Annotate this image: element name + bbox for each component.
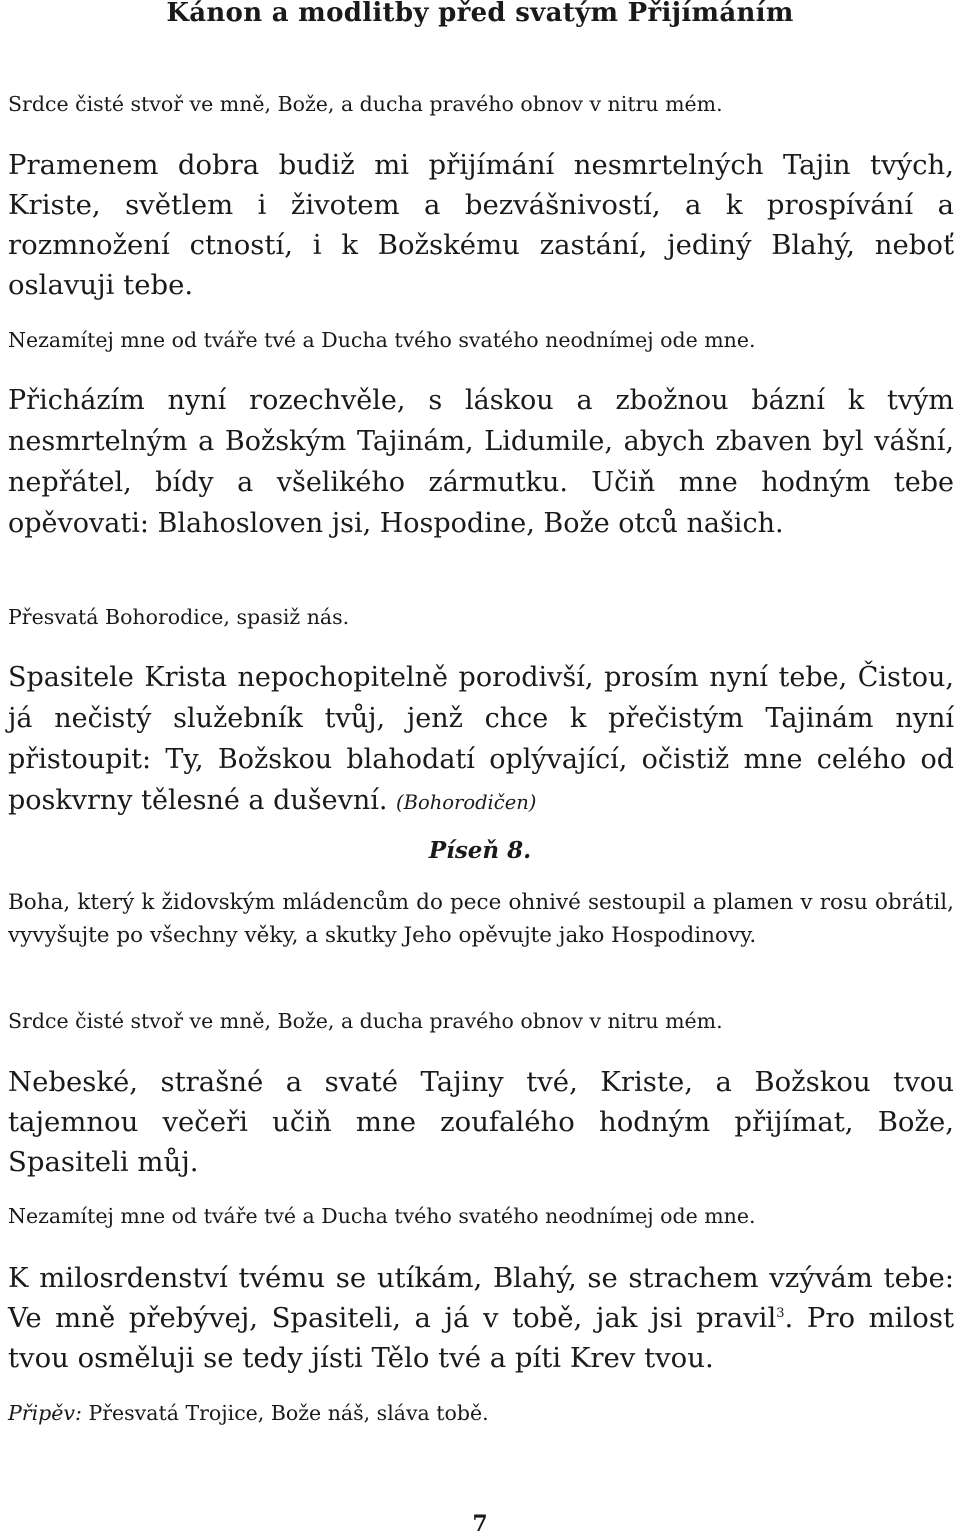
troparion-text: Spasitele Krista nepochopitelně porodivší, prosím nyní tebe, Čistou, já nečistý služebník tvůj, jenž chce k přečistým Tajinám nyní přistoupit: Ty, Božskou blahodatí oplývající, očistiž mne celého od poskvrny tělesné a duševní.: [8, 662, 954, 816]
troparion-paragraph: Nebeské, strašné a svaté Tajiny tvé, Kriste, a Božskou tvou tajemnou večeři učiň mne zoufalého hodným přijímat, Bože, Spasiteli můj.: [8, 1066, 954, 1178]
troparion-paragraph: [8, 1258, 954, 1378]
troparion-text-tail: . Pro milost tvou osměluji se tedy jísti Tělo tvé a píti Krev tvou.: [8, 1302, 954, 1374]
refrain-line: Srdce čisté stvoř ve mně, Bože, a ducha pravého obnov v nitru mém.: [8, 92, 723, 116]
refrain-line: Srdce čisté stvoř ve mně, Bože, a ducha pravého obnov v nitru mém.: [8, 1009, 723, 1033]
page-title: Kánon a modlitby před svatým Přijímáním: [166, 0, 794, 28]
pripev-label: Připěv:: [8, 1401, 82, 1425]
troparion-paragraph: Přicházím nyní rozechvěle, s láskou a zbožnou bázní k tvým nesmrtelným a Božským Tajinám, Lidumile, abych zbaven byl vášní, nepřátel, bídy a všelikého zármutku. Učiň mne hodným tebe opěvovati: Blahosloven jsi, Hospodine, Bože otců našich.: [8, 385, 954, 539]
pripev-text: Přesvatá Trojice, Bože náš, sláva tobě.: [88, 1401, 489, 1425]
irmos-paragraph: Boha, který k židovským mládencům do pece ohnivé sestoupil a plamen v rosu obrátil, vyvyšujte po všechny věky, a skutky Jeho opěvujte jako Hospodinovy.: [8, 890, 954, 948]
refrain-line: Nezamítej mne od tváře tvé a Ducha tvého svatého neodnímej ode mne.: [8, 1204, 756, 1228]
refrain-line: Přesvatá Bohorodice, spasiž nás.: [8, 605, 350, 629]
footnote-marker: 3: [776, 1305, 785, 1321]
troparion-paragraph: Pramenem dobra budiž mi přijímání nesmrtelných Tajin tvých, Kriste, světlem i životem a bezvášnivostí, a k prospívání a rozmnožení ctností, i k Božskému zastání, jediný Blahý, neboť oslavuji tebe.: [8, 149, 954, 301]
pripev-line: [8, 1397, 954, 1429]
page-number: 7: [472, 1511, 488, 1537]
refrain-line: Nezamítej mne od tváře tvé a Ducha tvého svatého neodnímej ode mne.: [8, 328, 756, 352]
song-heading: Píseň 8.: [428, 837, 532, 864]
troparion-paragraph: [8, 657, 954, 823]
troparion-text: K milosrdenství tvému se utíkám, Blahý, se strachem vzývám tebe: Ve mně přebývej, Spasiteli, a já v tobě, jak jsi pravil: [8, 1262, 954, 1334]
theotokion-note: (Bohorodičen): [396, 791, 537, 814]
